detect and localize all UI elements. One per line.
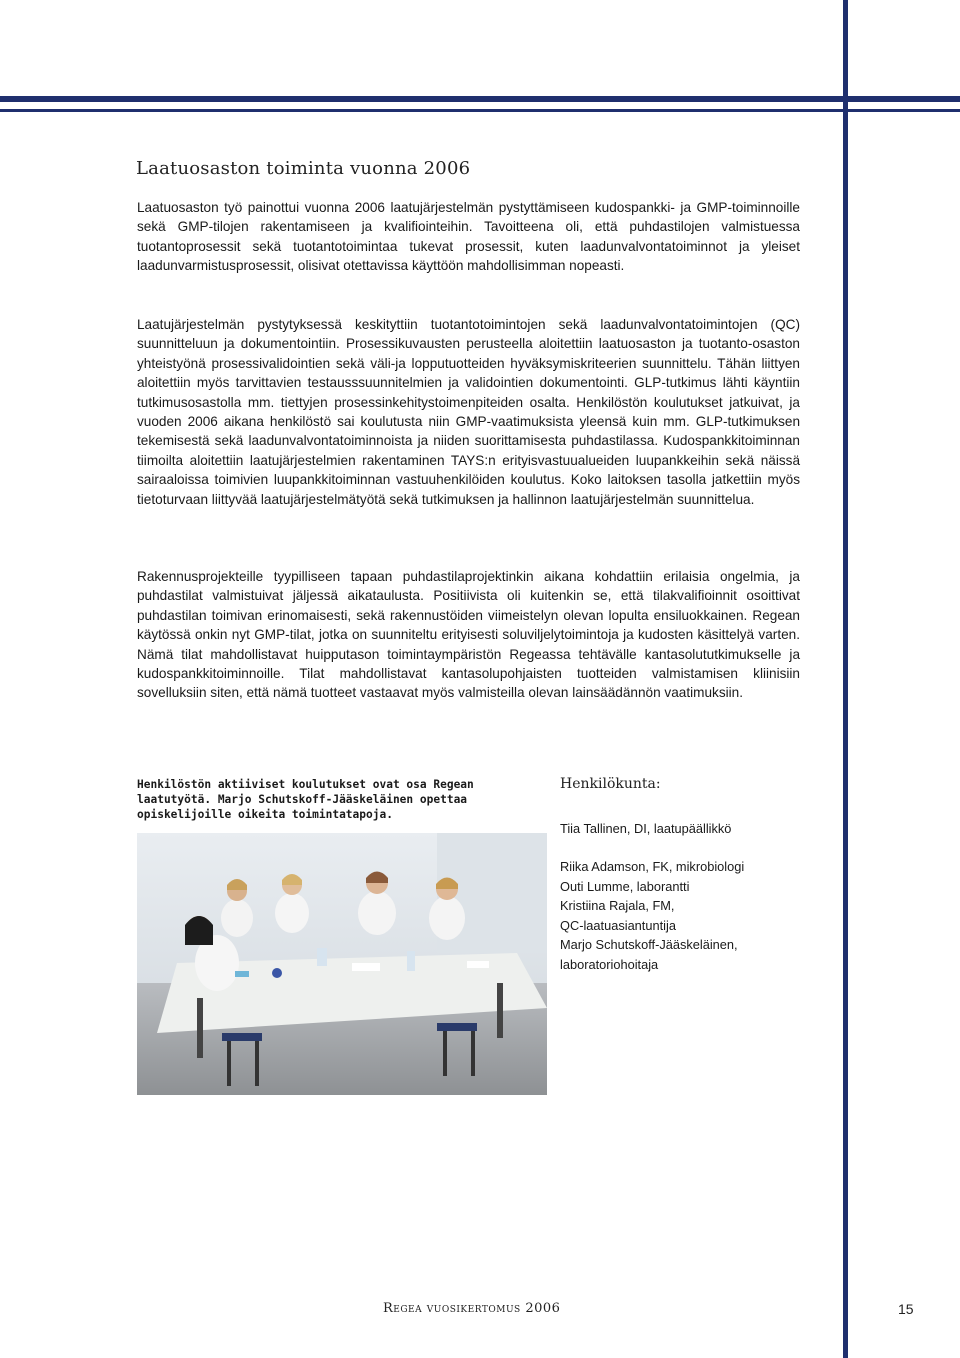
page-number: 15 — [898, 1301, 914, 1317]
lab-training-photo — [137, 833, 547, 1095]
staff-heading: Henkilökunta: — [560, 776, 661, 792]
top-rule-thick — [0, 96, 960, 102]
staff-item: Kristiina Rajala, FM, — [560, 898, 675, 913]
photo-caption: Henkilöstön aktiiviset koulutukset ovat osa Regean laatutyötä. Marjo Schutskoff-Jääskeläinen opettaa opiskelijoille oikeita toimintatapoja. — [137, 778, 474, 821]
paragraph-1: Laatuosaston työ painottui vuonna 2006 laatujärjestelmän pystyttämiseen kudospankki- ja GMP-toiminnoille sekä GMP-tilojen rakentamiseen ja kvalifiointeihin. Tavoitteena oli, että puhdastilojen valmistuessa tuotantoprosessit sekä tuotantotoimintaa tukevat prosessit, kuten laadunvalvontatoiminnot ja yleiset laadunvarmistusprosessit, olisivat otettavissa käyttöön mahdollisimman nopeasti. — [137, 200, 800, 274]
staff-item: Marjo Schutskoff-Jääskeläinen, — [560, 937, 738, 952]
staff-lead: Tiia Tallinen, DI, laatupäällikkö — [560, 821, 732, 836]
page-title: Laatuosaston toiminta vuonna 2006 — [136, 158, 471, 179]
staff-item: QC-laatuasiantuntija — [560, 917, 676, 933]
right-rule — [843, 0, 848, 1358]
staff-list — [560, 857, 744, 974]
paragraph-3: Rakennusprojekteille tyypilliseen tapaan puhdastilaprojektinkin aikana kohdattiin erilaisia ongelmia, ja puhdastilat valmistuivat jäljessä aikataulusta. Positiivista oli kuitenkin se, että tilakvalifioinnit osoittivat puhdastilan toimivan erinomaisesti, sekä rakennustöiden viimeistelyn olevan lopulta ensiluokkainen. Regean käytössä onkin nyt GMP-tilat, jotka on suunniteltu erityisesti soluviljelytoimintoja ja kudosten käsittelyä varten. Nämä tilat mahdollistavat huipputason toimintaympäristön Regeassa tehtävälle kantasolututkimukselle ja kudospankkitoiminnoille. Tilat mahdollistavat kantasolupohjaisten tuotteiden valmistamisen kliinisiin sovelluksiin siten, että nämä tuotteet vastaavat myös valmisteilla olevan lainsäädännön vaatimuksiin. — [137, 569, 800, 701]
paragraph-2: Laatujärjestelmän pystytyksessä keskityttiin tuotantotoimintojen sekä laadunvalvontatoimintojen (QC) suunnitteluun ja dokumentointiin. Prosessikuvausten perusteella aloitettiin laatuosaston ja tuotanto-osaston yhteistyönä prosessivalidointien sekä väli-ja lopputuotteiden hyväksymiskriteerien suunnittelu. Tähän liittyen aloitettiin myös tarvittavien testausssuunnitelmien ja validointien dokumentointi. GLP-tutkimus lähti käyntiin tutkimusosastolla mm. tiettyjen prosessinkehitystoimenpiteiden osalta. Henkilöstön koulutukset jatkuivat, ja vuoden 2006 aikana henkilöstö sai koulutusta niin GMP-vaatimuksista yleensä kuin mm. GLP-tutkimuksen tekemisestä sekä laadunvalvontatoiminnoista ja niiden suorittamisesta puhdastilassa. Kudospankkitoiminnan tiimoilta aloitettiin laatujärjestelmien rakentaminen TAYS:n erityisvastuualueiden luupankkeihin sekä näissä sairaaloissa toimivien luupankkitoiminnan vastuuhenkilöiden koulutus. Koko laitoksen tasolla jatkettiin myös tietoturvaan liittyvää laatujärjestelmätyötä sekä tutkimuksen ja hallinnon laatujärjestelmän suunnittelua. — [137, 317, 800, 507]
staff-item: laboratoriohoitaja — [560, 956, 659, 972]
top-rule-thin — [0, 109, 960, 112]
staff-item: Outi Lumme, laborantti — [560, 878, 690, 894]
footer-publication: Regea vuosikertomus 2006 — [383, 1301, 561, 1316]
staff-item: Riika Adamson, FK, mikrobiologi — [560, 859, 745, 874]
